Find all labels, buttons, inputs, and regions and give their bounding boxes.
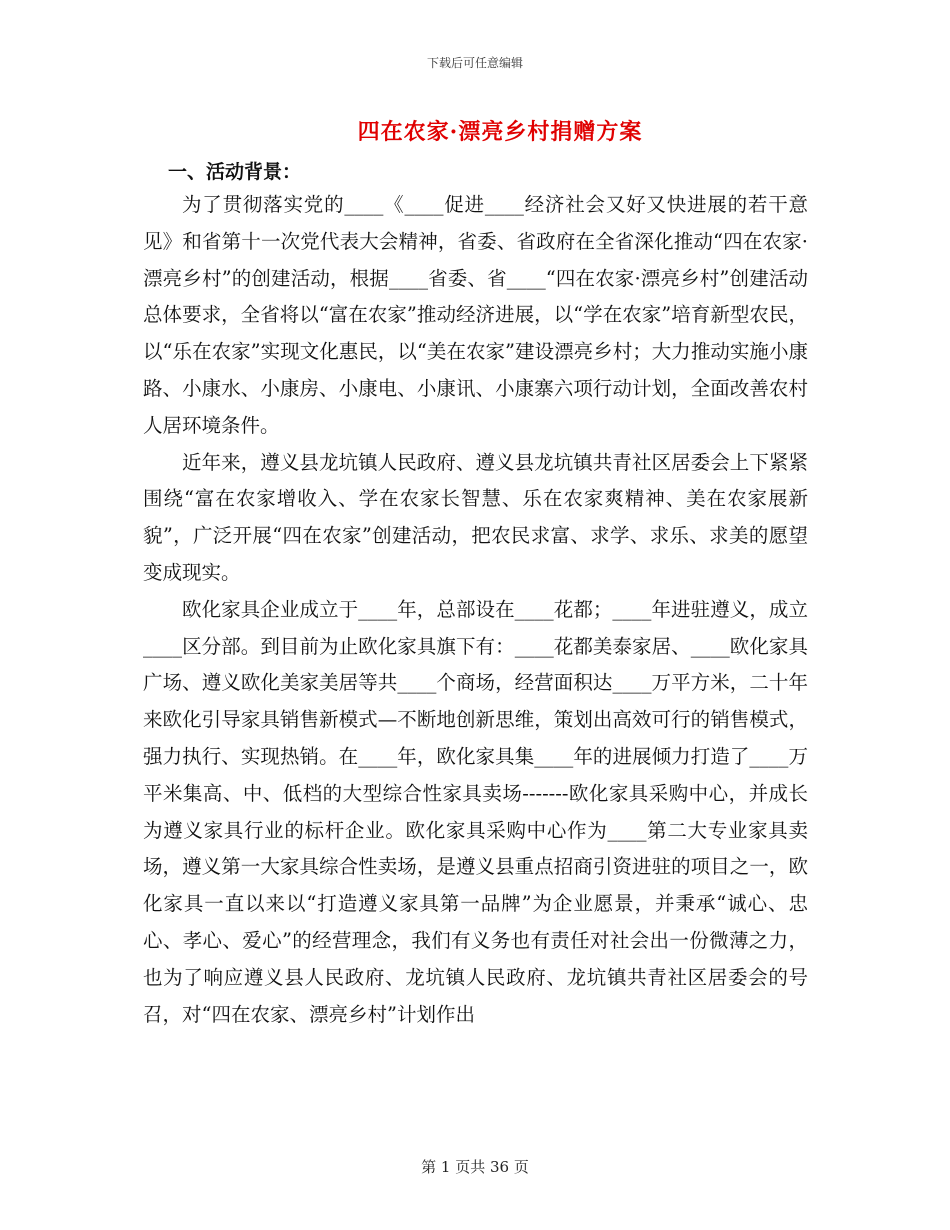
paragraph-background: 为了贯彻落实党的____《____促进____经济社会又好又快进展的若干意见》和省第十一次党代表大会精神，省委、省政府在全省深化推动“四在农家·漂亮乡村”的创建活动，根据____省委、省____“四在农家·漂亮乡村”创建活动总体要求，全省将以“富在农家”推动经济进展，以“学在农家”培育新型农民，以“乐在农家”实现文化惠民，以“美在农家”建设漂亮乡村；大力推动实施小康路、小康水、小康房、小康电、小康讯、小康寨六项行动计划，全面改善农村人居环境条件。 xyxy=(143,193,808,437)
section-heading: 一、活动背景： xyxy=(168,161,302,183)
paragraph-company-intro: 欧化家具企业成立于____年，总部设在____花都；____年进驻遵义，成立____区分部。到目前为止欧化家具旗下有：____花都美泰家居、____欧化家具广场、遵义欧化美家美居等共____个商场，经营面积达____万平方米，二十年来欧化引导家具销售新模式—不断地创新思维，策划出高效可行的销售模式，强力执行、实现热销。在____年，欧化家具集____年的进展倾力打造了____万平米集高、中、低档的大型综合性家具卖场-------欧化家具采购中心，并成长为遵义家具行业的标杆企业。欧化家具采购中心作为____第二大专业家具卖场，遵义第一大家具综合性卖场，是遵义县重点招商引资进驻的项目之一，欧化家具一直以来以“打造遵义家具第一品牌”为企业愿景，并秉承“诚心、忠心、孝心、爱心”的经营理念，我们有义务也有责任对社会出一份微薄之力，也为了响应遵义县人民政府、龙坑镇人民政府、龙坑镇共青社区居委会的号召，对“四在农家、漂亮乡村”计划作出 xyxy=(143,597,808,1026)
page-header-note: 下载后可任意编辑 xyxy=(426,56,523,70)
paragraph-recent-years: 近年来，遵义县龙坑镇人民政府、遵义县龙坑镇共青社区居委会上下紧紧围绕“富在农家增收入、学在农家长智慧、乐在农家爽精神、美在农家展新貌”，广泛开展“四在农家”创建活动，把农民求富、求学、求乐、求美的愿望变成现实。 xyxy=(143,450,808,584)
document-body xyxy=(143,187,808,1033)
document-title: 四在农家·漂亮乡村捐赠方案 xyxy=(357,119,643,145)
page-number: 第 1 页共 36 页 xyxy=(421,1158,529,1176)
